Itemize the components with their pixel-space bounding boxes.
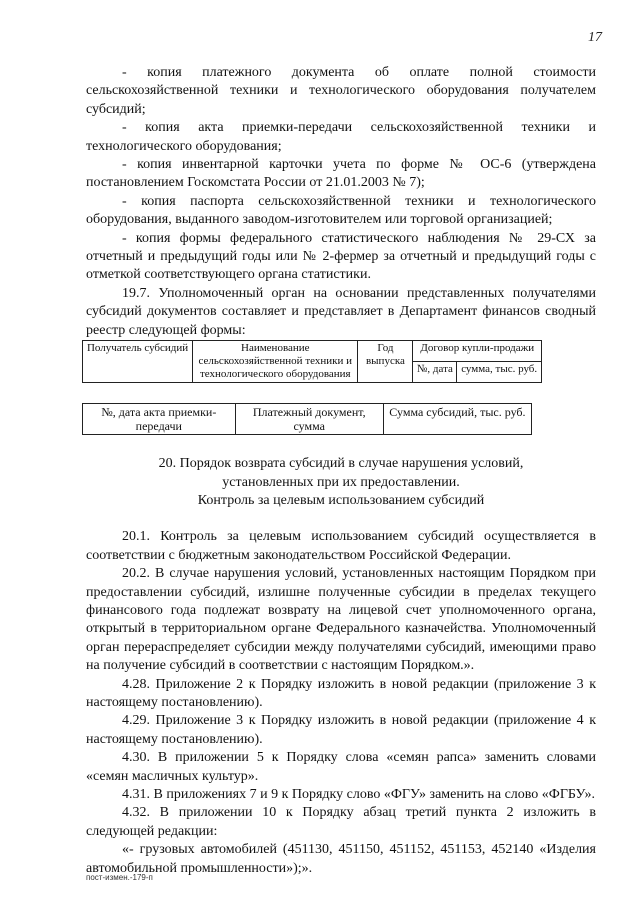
document-body xyxy=(86,64,596,878)
list-item: - копия формы федерального статистического наблюдения № 29-СХ за отчетный и предыдущий годы или № 2-фермер за отчетный и предыдущий годы с отметкой соответствующего органа статистики. xyxy=(86,230,596,283)
paragraph-4-32: 4.32. В приложении 10 к Порядку абзац третий пункта 2 изложить в следующей редакции: xyxy=(86,805,596,839)
header-recipient: Получатель субсидий xyxy=(83,341,193,383)
paragraph-4-29: 4.29. Приложение 3 к Порядку изложить в новой редакции (приложение 4 к настоящему постановлению). xyxy=(86,713,596,747)
paragraph-19-7: 19.7. Уполномоченный орган на основании представленных получателями субсидий документов составляет и представляет в Департамент финансов сводный реестр следующей формы: xyxy=(86,285,596,338)
header-subsidy-sum: Сумма субсидий, тыс. руб. xyxy=(383,404,531,435)
header-act: №, дата акта приемки-передачи xyxy=(83,404,236,435)
heading-line: установленных при их предоставлении. xyxy=(222,474,460,490)
header-payment: Платежный документ, сумма xyxy=(235,404,383,435)
list-item: - копия платежного документа об оплате полной стоимости сельскохозяйственной техники и технологического оборудования получателем субсидий; xyxy=(86,65,596,117)
list-item: - копия паспорта сельскохозяйственной техники и технологического оборудования, выданного заводом-изготовителем или торговой организацией; xyxy=(86,193,596,228)
paragraph-4-31: 4.31. В приложениях 7 и 9 к Порядку слово «ФГУ» заменить на слово «ФГБУ». xyxy=(122,787,596,802)
header-contract-number-date: №, дата xyxy=(413,362,457,383)
list-item: - копия акта приемки-передачи сельскохозяйственной техники и технологического оборудования; xyxy=(86,120,596,154)
footer-code: пост-измен.-179-п xyxy=(86,873,153,882)
header-equipment-name: Наименование сельскохозяйственной техники и технологического оборудования xyxy=(193,341,358,383)
header-contract: Договор купли-продажи xyxy=(413,341,542,362)
heading-line: Контроль за целевым использованием субсидий xyxy=(197,492,485,508)
registry-table-continued xyxy=(82,403,532,435)
section-20-heading xyxy=(86,455,596,510)
list-item: - копия инвентарной карточки учета по форме № ОС-6 (утверждена постановлением Госкомстата России от 21.01.2003 № 7); xyxy=(86,157,596,191)
paragraph-20-1: 20.1. Контроль за целевым использованием субсидий осуществляется в соответствии с бюджетным законодательством Российской Федерации. xyxy=(86,529,596,563)
paragraph-4-28: 4.28. Приложение 2 к Порядку изложить в новой редакции (приложение 3 к настоящему постановлению). xyxy=(86,676,596,710)
header-contract-sum: сумма, тыс. руб. xyxy=(457,362,542,383)
heading-line: 20. Порядок возврата субсидий в случае нарушения условий, xyxy=(158,456,524,472)
header-year: Год выпуска xyxy=(358,341,413,383)
registry-table xyxy=(82,340,542,383)
paragraph-quote: «- грузовых автомобилей (451130, 451150, 451152, 451153, 452140 «Изделия автомобильной промышленности»);». xyxy=(86,842,596,876)
page-number: 17 xyxy=(588,30,602,45)
paragraph-4-30: 4.30. В приложении 5 к Порядку слова «семян рапса» заменить словами «семян масличных культур». xyxy=(86,750,596,784)
paragraph-20-2: 20.2. В случае нарушения условий, установленных настоящим Порядком при предоставлении субсидий, излишне полученные субсидии в пределах текущего финансового года подлежат возврату на лицевой счет уполномоченного органа, открытый в территориальном органе Федерального казначейства. Уполномоченный орган перераспределяет субсидии между получателями субсидий, имеющими право на получение субсидий в соответствии с настоящим Порядком.». xyxy=(86,566,596,674)
